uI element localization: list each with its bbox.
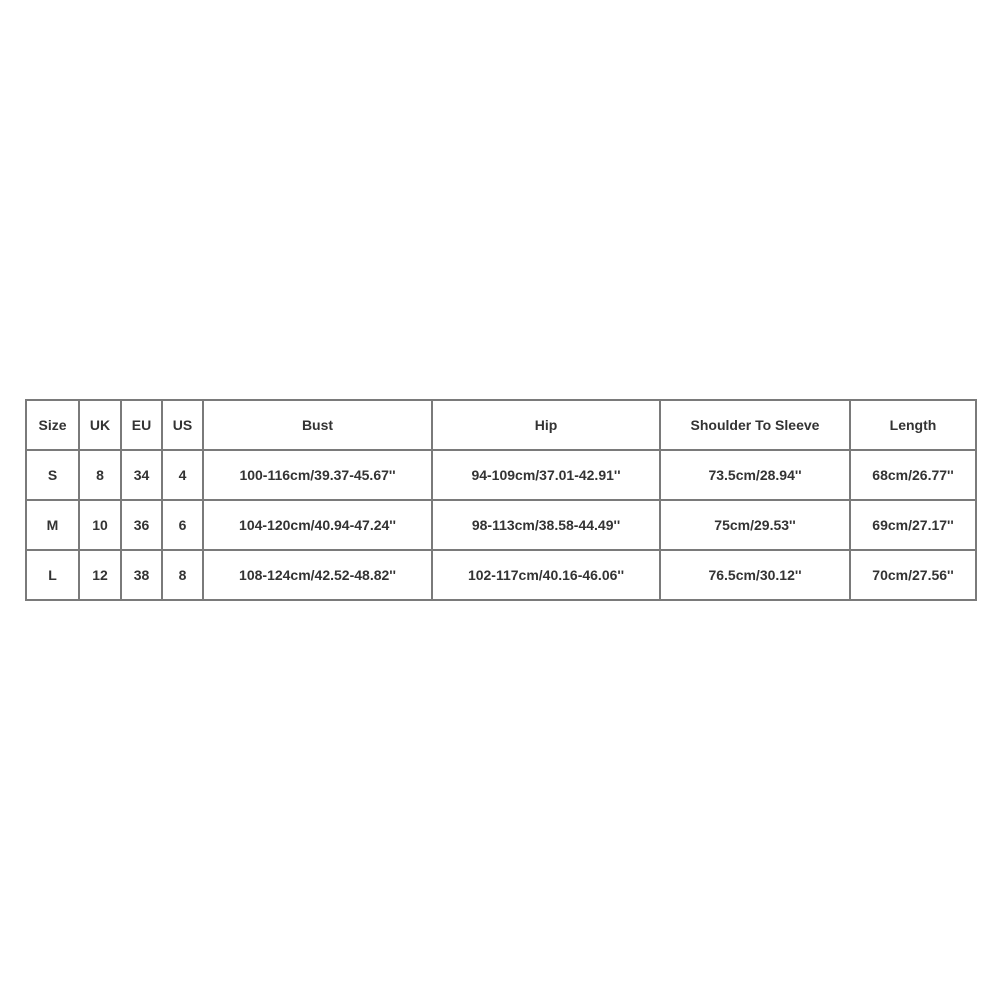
table-row [26,500,976,550]
cell-hip: 98-113cm/38.58-44.49'' [432,500,660,550]
cell-hip: 94-109cm/37.01-42.91'' [432,450,660,500]
cell-us: 6 [162,500,203,550]
size-chart-table [25,399,977,601]
cell-shoulder-to-sleeve: 76.5cm/30.12'' [660,550,850,600]
header-bust: Bust [203,400,432,450]
header-eu: EU [121,400,162,450]
cell-eu: 34 [121,450,162,500]
cell-bust: 100-116cm/39.37-45.67'' [203,450,432,500]
cell-uk: 10 [79,500,121,550]
cell-shoulder-to-sleeve: 73.5cm/28.94'' [660,450,850,500]
cell-size: L [26,550,79,600]
table-row [26,450,976,500]
cell-length: 70cm/27.56'' [850,550,976,600]
cell-hip: 102-117cm/40.16-46.06'' [432,550,660,600]
table-header-row [26,400,976,450]
header-length: Length [850,400,976,450]
header-hip: Hip [432,400,660,450]
cell-bust: 104-120cm/40.94-47.24'' [203,500,432,550]
cell-size: M [26,500,79,550]
header-us: US [162,400,203,450]
table-row [26,550,976,600]
header-shoulder-to-sleeve: Shoulder To Sleeve [660,400,850,450]
cell-us: 8 [162,550,203,600]
cell-shoulder-to-sleeve: 75cm/29.53'' [660,500,850,550]
cell-size: S [26,450,79,500]
cell-length: 68cm/26.77'' [850,450,976,500]
header-uk: UK [79,400,121,450]
cell-uk: 8 [79,450,121,500]
header-size: Size [26,400,79,450]
cell-uk: 12 [79,550,121,600]
size-chart [25,399,975,601]
cell-us: 4 [162,450,203,500]
cell-bust: 108-124cm/42.52-48.82'' [203,550,432,600]
cell-eu: 38 [121,550,162,600]
cell-eu: 36 [121,500,162,550]
cell-length: 69cm/27.17'' [850,500,976,550]
